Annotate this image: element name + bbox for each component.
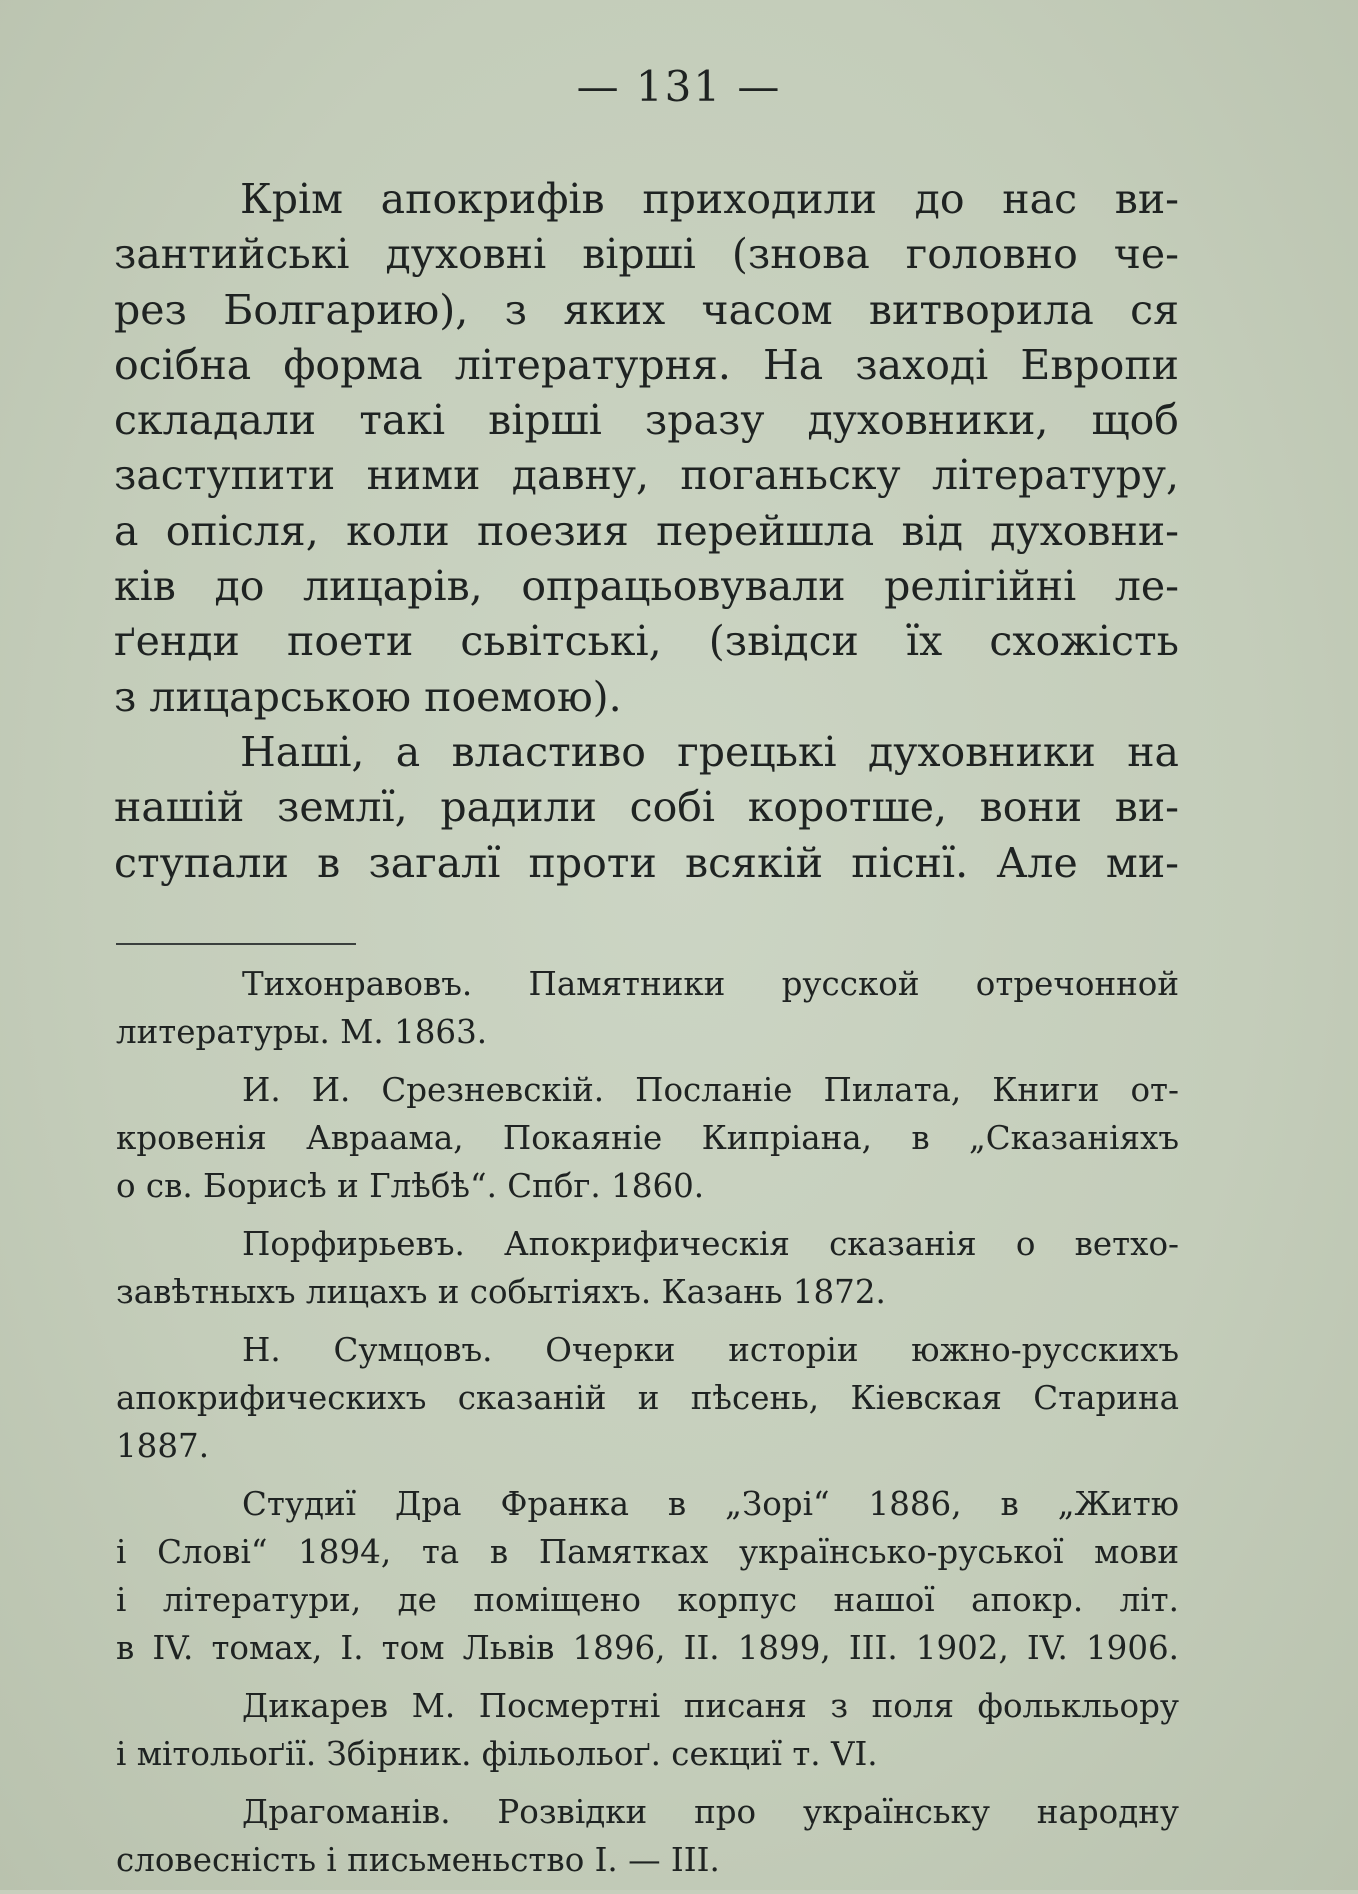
- footnote-3: [116, 1220, 1179, 1316]
- paragraph-1: [114, 172, 1179, 725]
- footnote-line: Дикарев М. Посмертні писаня з поля фолькльору: [242, 1687, 1179, 1725]
- footnote-6: [116, 1682, 1179, 1778]
- footnotes: [116, 960, 1179, 1894]
- page-number: — 131 —: [576, 62, 782, 111]
- footnote-line: Порфирьевъ. Апокрифическія сказанія о ветхо-: [242, 1225, 1179, 1263]
- paragraph-2: [114, 725, 1179, 891]
- text-line: нашій землї, радили собі коротше, вони ви-: [114, 783, 1179, 832]
- footnote-line: в IV. томах, I. том Львів 1896, II. 1899, III. 1902, IV. 1906.: [116, 1629, 1179, 1667]
- footnote-line: і Слові“ 1894, та в Памятках українсько-руської мови: [116, 1533, 1179, 1571]
- footnote-line: Н. Сумцовъ. Очерки исторіи южно-русскихъ: [242, 1331, 1179, 1369]
- text-line: заступити ними давну, поганьску літературу,: [114, 451, 1179, 500]
- footnote-line: кровенія Авраама, Покаяніе Кипріана, в „Сказаніяхъ: [116, 1119, 1179, 1157]
- text-line: ґенди поети сьвітські, (звідси їх схожість: [114, 617, 1179, 666]
- footnote-line: Драгоманів. Розвідки про українську народну: [242, 1793, 1179, 1831]
- footnote-7: [116, 1788, 1179, 1884]
- footnote-line: і літератури, де поміщено корпус нашої апокр. літ.: [116, 1581, 1179, 1619]
- text-line: рез Болгарию), з яких часом витворила ся: [114, 285, 1179, 334]
- footnote-line: И. И. Срезневскій. Посланіе Пилата, Книги от-: [242, 1071, 1179, 1109]
- footnote-line: завѣтныхъ лицахъ и событіяхъ. Казань 1872.: [116, 1273, 886, 1311]
- footnote-line: 1887.: [116, 1427, 210, 1465]
- main-text: [114, 172, 1179, 891]
- text-line: Крім апокрифів приходили до нас ви-: [240, 175, 1179, 223]
- footnote-1: [116, 960, 1179, 1056]
- text-line: Наші, а властиво грецькі духовники на: [240, 727, 1179, 776]
- footnote-4: [116, 1326, 1179, 1470]
- footnote-line: Тихонравовъ. Памятники русской отречонной: [242, 965, 1179, 1003]
- footnote-5: [116, 1480, 1179, 1672]
- footnote-divider: [116, 943, 356, 945]
- footnote-line: і мітольоґії. Збірник. фільольоґ. секциї т. VI.: [116, 1735, 878, 1773]
- text-line: складали такі вірші зразу духовники, щоб: [114, 396, 1179, 445]
- text-line: осібна форма літературня. На заході Европи: [114, 340, 1179, 389]
- footnote-line: литературы. М. 1863.: [116, 1013, 488, 1051]
- text-line: зантийські духовні вірші (знова головно че-: [114, 230, 1179, 279]
- footnote-line: Студиї Дра Франка в „Зорі“ 1886, в „Житю: [242, 1485, 1179, 1523]
- text-line: з лицарською поемою).: [114, 672, 622, 721]
- footnote-2: [116, 1066, 1179, 1210]
- text-line: а опісля, коли поезия перейшла від духовни-: [114, 506, 1179, 555]
- text-line: ступали в загалї проти всякій піснї. Але ми-: [114, 838, 1179, 887]
- text-line: ків до лицарів, опрацьовували релігійні ле-: [114, 562, 1179, 611]
- footnote-line: словесність і письменьство I. — III.: [116, 1841, 720, 1879]
- footnote-line: о св. Борисѣ и Глѣбѣ“. Спбг. 1860.: [116, 1167, 705, 1205]
- footnote-line: апокрифическихъ сказаній и пѣсень, Кіевская Старина: [116, 1379, 1179, 1417]
